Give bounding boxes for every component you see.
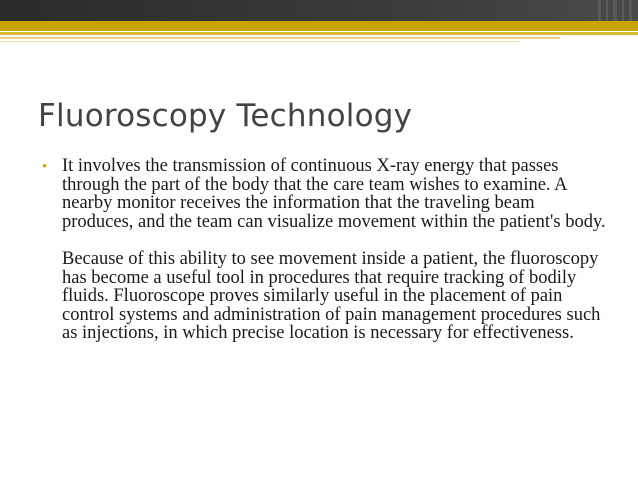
header-stripe [629, 0, 632, 21]
header-gold-band [0, 21, 638, 31]
header-stripe [606, 0, 608, 21]
body-paragraph: Because of this ability to see movement inside a patient, the fluoroscopy has become a useful tool in procedures that require tracking of bodily fluids. Fluoroscope proves similarly useful in the placement of pain control systems and administration of pain management procedures such as injections, in which precise location is necessary for effectiveness. [62, 248, 601, 344]
slide-title: Fluoroscopy Technology [38, 98, 413, 134]
header-decoration [0, 0, 638, 48]
header-gold-line [0, 37, 560, 39]
header-stripe [598, 0, 601, 21]
bullet-marker: • [42, 159, 48, 175]
slide-body [62, 157, 607, 343]
header-stripe [613, 0, 617, 21]
header-stripe [622, 0, 624, 21]
header-gold-line [0, 32, 638, 35]
header-gold-line [0, 41, 520, 42]
body-paragraph: It involves the transmission of continuous X-ray energy that passes through the part of the body that the care team wishes to examine. A nearby monitor receives the information that the traveling beam produces, and the team can visualize movement within the patient's body. [62, 156, 606, 232]
header-dark-band [0, 0, 638, 21]
